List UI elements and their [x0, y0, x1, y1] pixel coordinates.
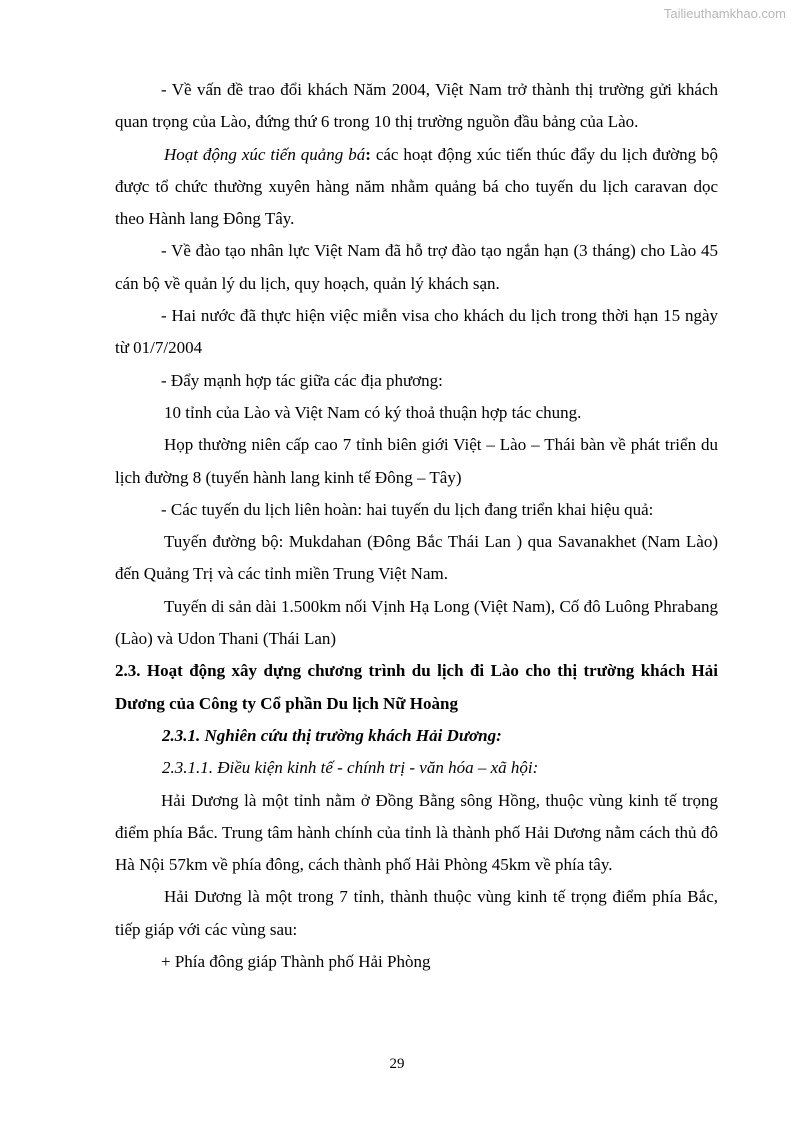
paragraph-routes: - Các tuyến du lịch liên hoàn: hai tuyến du lịch đang triển khai hiệu quả:	[161, 499, 654, 519]
paragraph-exchange: - Về vấn đề trao đổi khách Năm 2004, Việt Nam trở thành thị trường gửi khách quan trọng của Lào, đứng thứ 6 trong 10 thị trường nguồn đầu bảng của Lào.	[115, 80, 718, 132]
paragraph-promotion	[115, 139, 718, 236]
document-body	[115, 74, 718, 978]
subsection-heading: 2.3.1. Nghiên cứu thị trường khách Hải Dương:	[162, 725, 502, 745]
subsubsection-heading: 2.3.1.1. Điều kiện kinh tế - chính trị - văn hóa – xã hội:	[162, 758, 539, 778]
paragraph-hai-duong-borders: Hải Dương là một trong 7 tỉnh, thành thuộc vùng kinh tế trọng điểm phía Bắc, tiếp giáp với các vùng sau:	[115, 887, 718, 939]
paragraph-local-cooperation: - Đẩy mạnh hợp tác giữa các địa phương:	[161, 370, 443, 390]
paragraph-road-route: Tuyến đường bộ: Mukdahan (Đông Bắc Thái Lan ) qua Savanakhet (Nam Lào) đến Quảng Trị và các tỉnh miền Trung Việt Nam.	[115, 532, 718, 584]
paragraph-ten-provinces: 10 tỉnh của Lào và Việt Nam có ký thoả thuận hợp tác chung.	[164, 402, 582, 422]
paragraph-training: - Về đào tạo nhân lực Việt Nam đã hỗ trợ đào tạo ngắn hạn (3 tháng) cho Lào 45 cán bộ về quản lý du lịch, quy hoạch, quản lý khách sạn.	[115, 241, 718, 293]
watermark: Tailieuthamkhao.com	[663, 6, 786, 21]
paragraph-visa: - Hai nước đã thực hiện việc miễn visa cho khách du lịch trong thời hạn 15 ngày từ 01/7/2004	[115, 306, 718, 358]
page-number: 29	[389, 1056, 405, 1072]
promotion-text: các hoạt động xúc tiến thúc đẩy du lịch đường bộ được tổ chức thường xuyên hàng năm nhằm quảng bá cho tuyến du lịch caravan dọc theo Hành lang Đông Tây.	[115, 144, 719, 229]
promotion-colon: :	[365, 144, 371, 164]
section-heading: 2.3. Hoạt động xây dựng chương trình du lịch đi Lào cho thị trường khách Hải Dương của Công ty Cổ phần Du lịch Nữ Hoàng	[115, 661, 718, 713]
promotion-label: Hoạt động xúc tiến quảng bá	[164, 144, 366, 164]
paragraph-annual-meeting: Họp thường niên cấp cao 7 tỉnh biên giới Việt – Lào – Thái bàn về phát triển du lịch đường 8 (tuyến hành lang kinh tế Đông – Tây)	[115, 435, 718, 487]
paragraph-east-border: + Phía đông giáp Thành phố Hải Phòng	[161, 952, 431, 972]
paragraph-hai-duong-location: Hải Dương là một tỉnh nằm ở Đồng Bằng sông Hồng, thuộc vùng kinh tế trọng điểm phía Bắc. Trung tâm hành chính của tỉnh là thành phố Hải Dương nằm cách thủ đô Hà Nội 57km về phía đông, cách thành phố Hải Phòng 45km về phía tây.	[115, 790, 718, 875]
paragraph-heritage-route: Tuyến di sản dài 1.500km nối Vịnh Hạ Long (Việt Nam), Cố đô Luông Phrabang (Lào) và Udon Thani (Thái Lan)	[115, 596, 718, 649]
